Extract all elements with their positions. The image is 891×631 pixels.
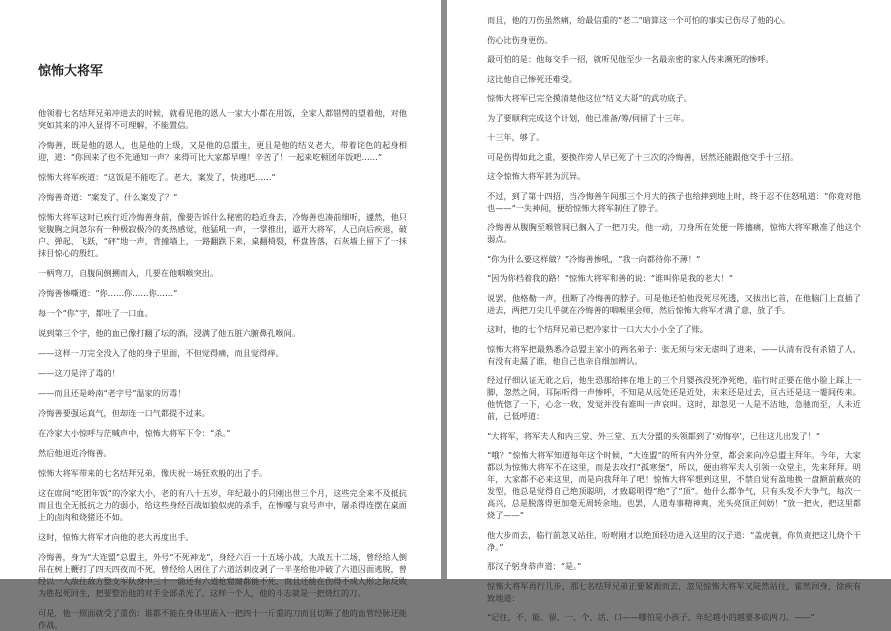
paragraph: 可是，他一照面就受了重伤：谁都不能在身体里嵌入一把四十一斤重的刀而且切断了他的血管经脉还能作战。 — [38, 608, 407, 630]
paragraph: “你为什么要这样做？”冷悔善惨吼，“我一向都待你不薄！” — [487, 253, 701, 264]
paragraph: “记住，不、能、留、一、个、活、口——哪怕是小孩子。年纪越小的越要多砍两刀。——” — [487, 612, 815, 622]
paragraph: 惊怖大将军疾道：“这饭是不能吃了。老大，案发了，快逃吧……” — [38, 172, 276, 182]
paragraph: 冷悔善，既是他的恩人，也是他的上级，又是他的总盟主，更且是他的结义老大，带着诧色的起身相迎，道：“你回来了也不先通知一声？来得可比大家都早哩！辛苦了！一起来吃顿团年饭吧……” — [38, 140, 407, 162]
paragraph: “因为你档着我的路！”惊怖大将军和善的说：“谁叫你是我的老大！” — [487, 273, 733, 283]
paragraph: 然后他退近冷悔善。 — [38, 448, 112, 458]
paragraph: “大将军，将军夫人和内三堂、外三堂、五大分盟的头领都到了‘劝悔亭’，已往这儿出发了！” — [487, 430, 820, 441]
paragraph: 这时，惊怖大将军才向他的老大再度出手。 — [38, 532, 194, 542]
paragraph: 这在席间“吃团年饭”的冷家大小，老的有八十五岁，年纪最小的只刚出世三个月，这些完全来不及抵抗而且也全无抵抗之力的弱小，给这些身经百战如狼似虎的杀手，在惨嚎与哀号声中，屠杀得连摆在桌面上的卤肉和烧猪还不如。 — [38, 488, 407, 522]
paragraph: 说到第三个字，他的血已像打翻了坛的酒，浸满了他五脏六腑鼻孔喉间。 — [38, 328, 301, 338]
paragraph: 惊怖大将军再行几步，那七名结拜兄弟正要紧跟而去，忽见惊怖大将军又陡然站住，霍然回身，徐疾有致地道： — [487, 580, 861, 603]
left-page — [0, 0, 441, 630]
paragraph: 可是伤得如此之重，要换作旁人早已死了十三次的冷悔善，居然还能跟他交手十三招。 — [487, 151, 799, 162]
paragraph: 惊怖大将军已完全摸清楚他这位“结义大哥”的武功底子。 — [487, 93, 692, 103]
paragraph: 这比他自己惨死还难受。 — [487, 73, 578, 84]
paragraph: 那汉子躬身恭声道：“是。” — [487, 561, 582, 571]
paragraph: 经过仔细认证无讹之后，他生恐那给摔在地上的三个月婴孩没死净死绝，临行时正要在他小脸上踩上一脚，忽然之间，耳际听得一声惨呼，不知是从远处还是近处，未来还是过去，亘古还是这一霎间传来。他恍惚了一下，心念一收，发觉并没有谁叫一声哀叫。这时，却忽见一人是不洁地，急驰而至，人未近前，已低呼道： — [487, 375, 861, 421]
paragraph: 说罢，他格勒一声，扭断了冷悔善的脖子。可是他还怕他没死尽死透，又拔出匕首，在他脑门上直插了进去，两把刀尖几乎就在冷悔善的咽喉里会师，然后惊怖大将军才满了意，放了手。 — [487, 292, 861, 315]
paragraph: 冷悔善奇道：“案发了，什么案发了？” — [38, 192, 178, 202]
paragraph: 每一个“你”字，都吐了一口血。 — [38, 308, 153, 318]
paragraph: 一柄弯刀，自腹间倒搠而入，几要在他咽喉突出。 — [38, 268, 219, 278]
paragraph: ——这刀是淬了毒的！ — [38, 368, 120, 378]
left-page-body — [38, 107, 407, 631]
paragraph: 他领着七名结拜兄弟冲进去的时候，就看见他的恩人一家大小都在用饭，全家人都错愕的望着他，对他突如其来的冲入显得不可理解，不能置信。 — [38, 108, 407, 130]
paragraph: 惊怖大将军带来的七名结拜兄弟，像庆祝一场狂欢般的出了手。 — [38, 468, 268, 478]
paragraph: 他大步而去，临行前忽又站住，吩咐刚才以绝顶轻功进入这里的汉子道：“盖虎蓑，你负责把这儿烧个干净。” — [487, 529, 861, 552]
paragraph: 而且，他的刀伤虽然痛，给最信重的“老二”暗算这一个可怕的事实已伤尽了他的心。 — [487, 15, 791, 25]
paragraph: 为了要顺利完成这个计划，他已准备/筹/伺留了十三年。 — [487, 112, 690, 123]
paragraph: 冷悔善从腹胸至喉管间已搁入了一把刀尖，他一动，刀身所在处便一阵搐痛，惊怖大将军瞅准了他这个弱点。 — [487, 222, 861, 244]
paragraph: 伤心比伤身更伤。 — [487, 34, 553, 45]
right-page-body — [487, 14, 861, 623]
paragraph: ——这样一刀完全没入了他的身子里面，不但觉得痛，而且觉得痒。 — [38, 348, 284, 358]
paragraph: 在冷家大小惊呼与茫喊声中，惊怖大将军下令：“杀。” — [38, 428, 231, 438]
paragraph: 这令惊怖大将军甚为沉异。 — [487, 171, 586, 181]
right-page — [447, 0, 891, 622]
paragraph: ——而且还是岭南“老字号”温家的厉毒！ — [38, 388, 186, 398]
paragraph: 冷悔善要强运真气，但却连一口气都提不过来。 — [38, 408, 210, 418]
paragraph: 惊怖大将军这时已疾行近冷悔善身前，像要告诉什么秘密的趋近身去，冷悔善也凑前细听，遽然，他只觉腹胸之间忽尔有一种极寂极冷的炙热感觉，他猛吼一声，一掌推出，逼开大将军，人已向后疾退，破户、弹起、飞跃，“砰”地一声，背撞墙上，一路翻跌下来，桌翻椅裂，杯盘皆落，石灰墙上留下了一抹抹目惊心的殷红。 — [38, 212, 407, 258]
paragraph: 最可怕的是：他每交手一招，就听见他至少一名最亲密的家人传来濒死的惨呼。 — [487, 54, 774, 64]
chapter-title: 惊怖大将军 — [38, 64, 104, 79]
paragraph: 这时，他的七个结拜兄弟已把冷家廿一口大大小小全了了账。 — [487, 324, 709, 334]
paragraph: 冷悔善惨嘶道：“你……你……你……” — [38, 288, 178, 298]
paragraph: 惊怖大将军把最熟悉冷总盟主家小的两名弟子：张无须与宋无虐叫了进来，——认清有没有杀错了人，有没有走漏了谁，他自己也亲自细加辨认。 — [487, 343, 861, 366]
paragraph: 冷悔善，身为“大连盟”总盟主，外号“不死神龙”，身经六百一十五场小战，大战五十二场，曾经给人倒吊在树上鞭打了四天四夜而不死，曾经给人困住了六道活刺皮剥了一半垄给他冲破了六道囚面逃脱，曾经以一人敌住敌方整支军队身中三十一箭还有六道枪窟窿都能不死，而且还能在伤得不成人形之际反败为胜起死回生，把要整治他的对手全部杀光了。这样一个人，他的斗志就是一把烧红的刀。 — [38, 552, 407, 598]
paragraph: “哦？”惊怖大将军知道每年这个时候，“大连盟”的所有内外分堂，都会来向冷总盟主拜年。今年，大家都以为惊怖大将军不在这里，而是去攻打“孤寒堡”，所以，便由将军夫人引领一众堂主，先来拜拜。明年，大家都不必来这里，而是向我拜年了吧！惊怖大将军想到这里，不禁自觉有盈地换一盘额前蔽亮的发型，他总是觉得自己绝顶聪明，才致聪明得“绝”了“顶”。他什么都争气，只有头发不大争气，每次一高兴，总是脱落得更加毫无周转余地。也罢，人道寿事精神爽，光头亮顶正何妨！“放一把火，把这里都烧了——” — [487, 450, 861, 520]
paragraph: 不过，到了第十四招，当冷悔善午间那三个月大的孩子也给摔到地上时，终于忍不住怒吼道：“你竟对他也——”一失神间，便给惊怖大将军制住了脖子。 — [487, 190, 861, 213]
paragraph: 十三年，够了。 — [487, 132, 545, 142]
